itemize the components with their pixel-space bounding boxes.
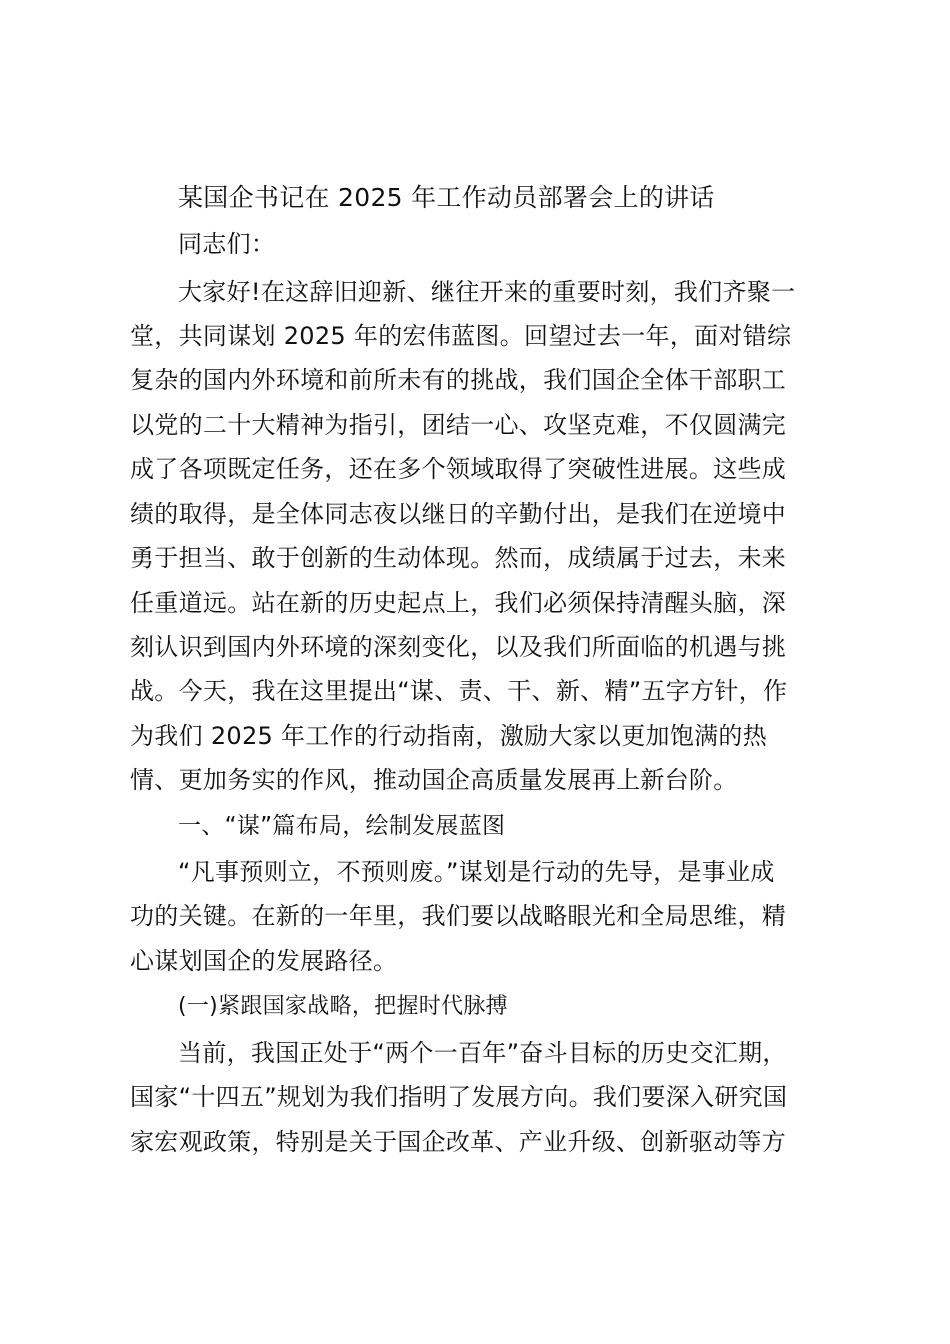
section-heading: 一、“谋”篇布局，绘制发展蓝图 [178, 813, 506, 839]
paragraph-line: 任重道远。站在新的历史起点上，我们必须保持清醒头脑，深 [130, 589, 787, 617]
subsection-heading: (一)紧跟国家战略，把握时代脉搏 [178, 994, 508, 1019]
paragraph-line: 绩的取得，是全体同志夜以继日的辛勤付出，是我们在逆境中 [130, 500, 787, 528]
paragraph-line: 以党的二十大精神为指引，团结一心、攻坚克难，不仅圆满完 [130, 411, 787, 439]
salutation: 同志们： [178, 230, 276, 258]
paragraph-line: 功的关键。在新的一年里，我们要以战略眼光和全局思维，精 [130, 902, 787, 930]
document-title: 某国企书记在 2025 年工作动员部署会上的讲话 [178, 183, 715, 212]
paragraph-line: 情、更加务实的作风，推动国企高质量发展再上新台阶。 [130, 766, 738, 794]
paragraph-line: “凡事预则立，不预则废。”谋划是行动的先导，是事业成 [178, 858, 775, 886]
paragraph-line: 成了各项既定任务，还在多个领域取得了突破性进展。这些成 [130, 455, 787, 483]
paragraph-line: 家宏观政策，特别是关于国企改革、产业升级、创新驱动等方 [130, 1128, 787, 1156]
paragraph-line: 堂，共同谋划 2025 年的宏伟蓝图。回望过去一年，面对错综 [130, 322, 792, 350]
paragraph-line: 刻认识到国内外环境的深刻变化，以及我们所面临的机遇与挑 [130, 633, 787, 661]
paragraph-line: 当前，我国正处于“两个一百年”奋斗目标的历史交汇期， [178, 1039, 787, 1067]
paragraph-line: 复杂的国内外环境和前所未有的挑战，我们国企全体干部职工 [130, 366, 787, 394]
paragraph-line: 心谋划国企的发展路径。 [130, 947, 398, 975]
paragraph-line: 国家“十四五”规划为我们指明了发展方向。我们要深入研究国 [130, 1083, 788, 1111]
paragraph-line: 勇于担当、敢于创新的生动体现。然而，成绩属于过去，未来 [130, 544, 787, 572]
paragraph-line: 战。今天，我在这里提出“谋、责、干、新、精”五字方针，作 [130, 677, 788, 705]
paragraph-line: 为我们 2025 年工作的行动指南，激励大家以更加饱满的热 [130, 722, 768, 750]
paragraph-line: 大家好!在这辞旧迎新、继往开来的重要时刻，我们齐聚一 [178, 278, 796, 306]
